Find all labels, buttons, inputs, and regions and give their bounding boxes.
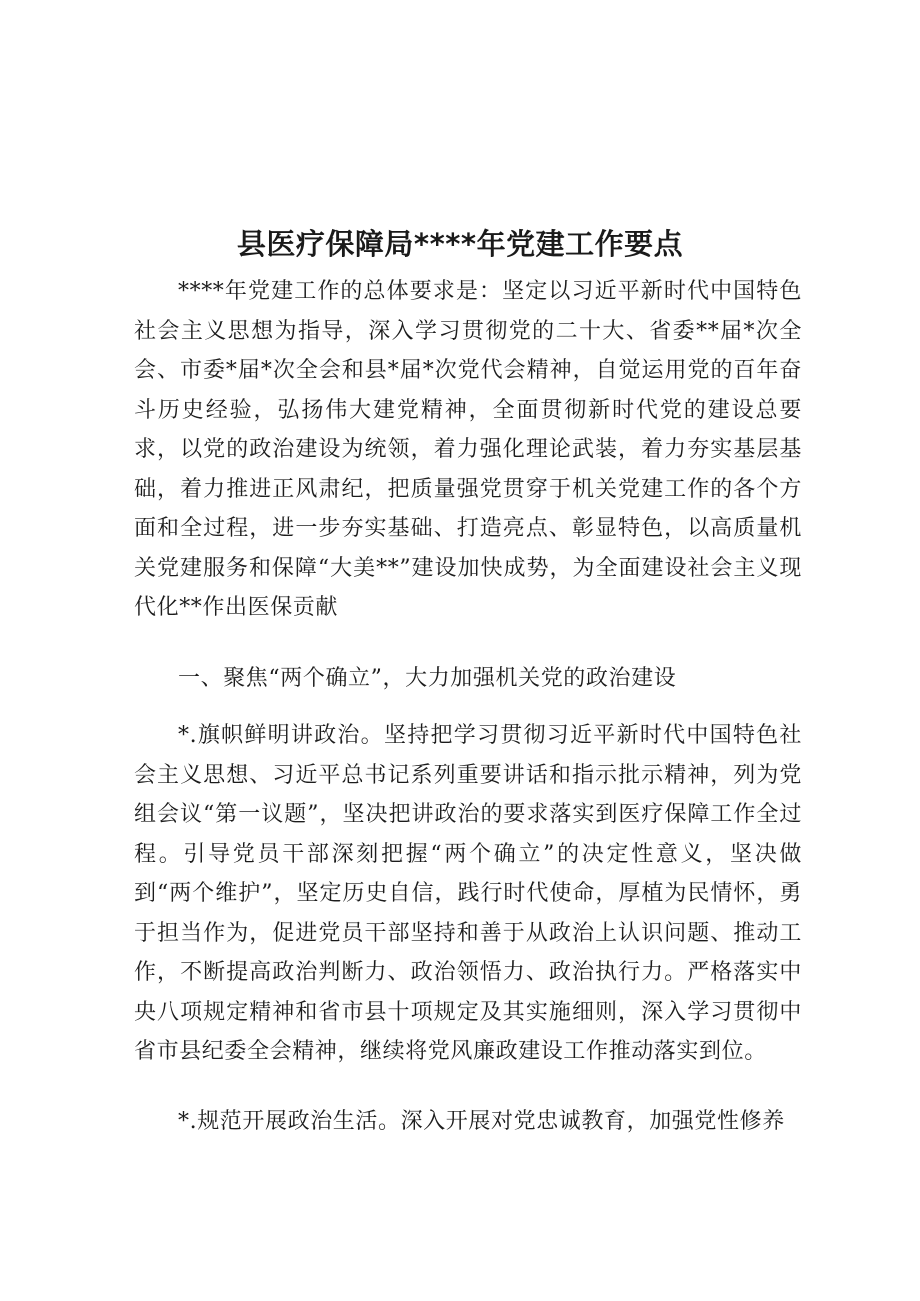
intro-paragraph: ****年党建工作的总体要求是：坚定以习近平新时代中国特色社会主义思想为指导，深入学习贯彻党的二十大、省委**届*次全会、市委*届*次全会和县*届*次党代会精神，自觉运用党的百年奋斗历史经验，弘扬伟大建党精神，全面贯彻新时代党的建设总要求，以党的政治建设为统领，着力强化理论武装，着力夯实基层基础，着力推进正风肃纪，把质量强党贯穿于机关党建工作的各个方面和全过程，进一步夯实基础、打造亮点、彰显特色，以高质量机关党建服务和保障“大美**”建设加快成势，为全面建设社会主义现代化**作出医保贡献 [134,279,802,620]
item-paragraph-2: *.规范开展政治生活。深入开展对党忠诚教育，加强党性修养 [178,1109,785,1134]
item-paragraph-1: *.旗帜鲜明讲政治。坚持把学习贯彻习近平新时代中国特色社会主义思想、习近平总书记系列重要讲话和指示批示精神，列为党组会议“第一议题”，坚决把讲政治的要求落实到医疗保障工作全过程。引导党员干部深刻把握“两个确立”的决定性意义，坚决做到“两个维护”，坚定历史自信，践行时代使命，厚植为民情怀，勇于担当作为，促进党员干部坚持和善于从政治上认识问题、推动工作，不断提高政治判断力、政治领悟力、政治执行力。严格落实中央八项规定精神和省市县十项规定及其实施细则，深入学习贯彻中省市县纪委全会精神，继续将党风廉政建设工作推动落实到位。 [134,723,802,1064]
section-heading-1: 一、聚焦“两个确立”，大力加强机关党的政治建设 [178,666,677,691]
document-title: 县医疗保障局****年党建工作要点 [236,227,684,261]
